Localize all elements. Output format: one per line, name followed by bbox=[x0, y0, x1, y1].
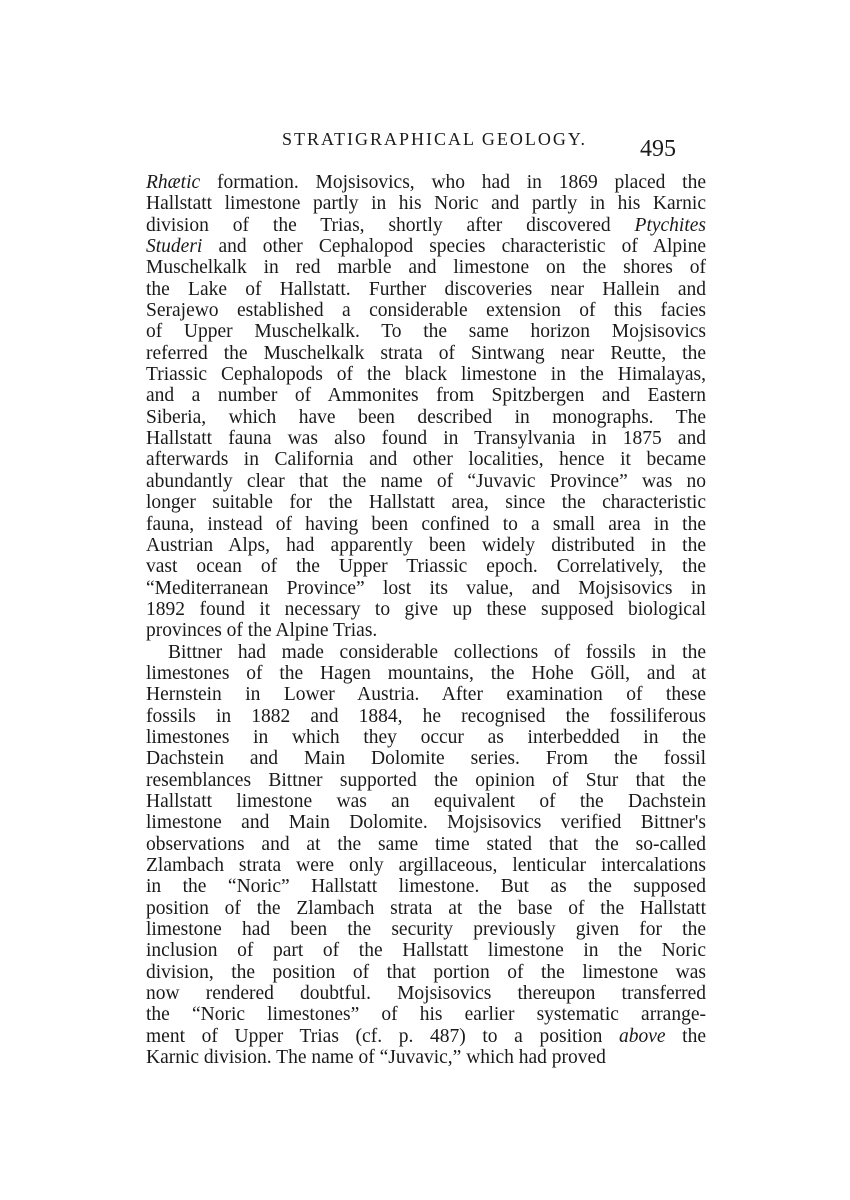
text-line bbox=[146, 407, 706, 428]
text-line bbox=[146, 748, 706, 769]
text-line bbox=[146, 876, 706, 897]
text-run: Muschelkalk in red marble and limestone on the shores of bbox=[146, 257, 706, 279]
text-run: the “Noric limestones” of his earlier systematic arrange- bbox=[146, 1004, 706, 1026]
text-line bbox=[146, 791, 706, 812]
text-run: provinces of the Alpine Trias. bbox=[146, 620, 378, 642]
text-run: Bittner had made considerable collections of fossils in the bbox=[168, 641, 706, 663]
text-line bbox=[146, 834, 706, 855]
text-run: inclusion of part of the Hallstatt limestone in the Noric bbox=[146, 940, 706, 962]
italic-text: Ptychites bbox=[634, 214, 706, 236]
text-line bbox=[146, 599, 706, 620]
text-run: Serajewo established a considerable extension of this facies bbox=[146, 300, 706, 322]
text-run: position of the Zlambach strata at the base of the Hallstatt bbox=[146, 897, 706, 919]
italic-text: Rhætic bbox=[146, 172, 201, 193]
text-line bbox=[146, 919, 706, 940]
running-head: STRATIGRAPHICAL GEOLOGY. bbox=[282, 129, 588, 149]
text-run: referred the Muschelkalk strata of Sintwang near Reutte, the bbox=[146, 342, 706, 364]
text-line bbox=[146, 556, 706, 577]
body-text bbox=[146, 172, 706, 1068]
text-line bbox=[146, 172, 706, 193]
text-run: Hallstatt limestone was an equivalent of the Dachstein bbox=[146, 790, 706, 812]
text-run: Karnic division. The name of “Juvavic,” which had proved bbox=[146, 1047, 606, 1069]
text-line bbox=[146, 449, 706, 470]
italic-text: above bbox=[618, 1025, 666, 1047]
text-line bbox=[146, 364, 706, 385]
text-run: abundantly clear that the name of “Juvavic Province” was no bbox=[146, 470, 706, 492]
text-run: limestone had been the security previously given for the bbox=[146, 919, 706, 941]
text-run: Hallstatt fauna was also found in Transylvania in 1875 and bbox=[146, 428, 706, 450]
text-line bbox=[146, 663, 706, 684]
text-run: fossils in 1882 and 1884, he recognised the fossiliferous bbox=[146, 705, 706, 727]
text-run: Siberia, which have been described in monographs. The bbox=[146, 406, 706, 428]
text-line bbox=[146, 578, 706, 599]
text-line bbox=[146, 385, 706, 406]
text-run: observations and at the same time stated that the so-called bbox=[146, 833, 706, 855]
text-line bbox=[146, 1004, 706, 1025]
text-line bbox=[146, 727, 706, 748]
text-line bbox=[146, 620, 706, 641]
text-run: division, the position of that portion of the limestone was bbox=[146, 961, 706, 983]
text-line bbox=[146, 321, 706, 342]
text-line bbox=[146, 343, 706, 364]
text-line bbox=[146, 471, 706, 492]
text-run: Hallstatt limestone partly in his Noric and partly in his Karnic bbox=[146, 193, 706, 215]
text-run: formation. Mojsisovics, who had in 1869 placed the bbox=[200, 172, 706, 193]
text-line bbox=[146, 428, 706, 449]
text-run: Hernstein in Lower Austria. After examination of these bbox=[146, 684, 706, 706]
text-line bbox=[146, 706, 706, 727]
text-run: Austrian Alps, had apparently been widely distributed in the bbox=[146, 534, 706, 556]
text-run: the Lake of Hallstatt. Further discoveries near Hallein and bbox=[146, 278, 706, 300]
italic-text: Studeri bbox=[146, 236, 203, 258]
text-run: Triassic Cephalopods of the black limestone in the Himalayas, bbox=[146, 364, 706, 386]
text-line bbox=[146, 236, 706, 257]
text-line bbox=[146, 492, 706, 513]
text-line bbox=[146, 684, 706, 705]
text-run: the bbox=[665, 1025, 706, 1047]
text-run: and a number of Ammonites from Spitzbergen and Eastern bbox=[146, 385, 706, 407]
text-run: and other Cephalopod species characteristic of Alpine bbox=[202, 236, 706, 258]
text-run: longer suitable for the Hallstatt area, since the characteristic bbox=[146, 492, 706, 514]
text-run: 1892 found it necessary to give up these supposed biological bbox=[146, 598, 706, 620]
text-run: resemblances Bittner supported the opinion of Stur that the bbox=[146, 769, 706, 791]
text-line bbox=[146, 1047, 706, 1068]
text-run: limestones of the Hagen mountains, the Hohe Göll, and at bbox=[146, 662, 706, 684]
text-run: vast ocean of the Upper Triassic epoch. Correlatively, the bbox=[146, 556, 706, 578]
text-line bbox=[146, 300, 706, 321]
text-line bbox=[146, 940, 706, 961]
text-line bbox=[146, 193, 706, 214]
page-number: 495 bbox=[640, 136, 676, 162]
text-line bbox=[146, 770, 706, 791]
text-run: “Mediterranean Province” lost its value, and Mojsisovics in bbox=[146, 577, 706, 599]
text-line bbox=[146, 215, 706, 236]
text-line bbox=[146, 812, 706, 833]
text-run: afterwards in California and other localities, hence it became bbox=[146, 449, 706, 471]
text-line bbox=[146, 855, 706, 876]
text-run: in the “Noric” Hallstatt limestone. But as the supposed bbox=[146, 876, 706, 898]
text-run: limestones in which they occur as interbedded in the bbox=[146, 726, 706, 748]
text-line bbox=[146, 962, 706, 983]
text-run: now rendered doubtful. Mojsisovics thereupon transferred bbox=[146, 983, 706, 1005]
text-line bbox=[146, 642, 706, 663]
text-line bbox=[146, 898, 706, 919]
text-line bbox=[146, 257, 706, 278]
text-run: fauna, instead of having been confined to a small area in the bbox=[146, 513, 706, 535]
text-line bbox=[146, 1026, 706, 1047]
text-line bbox=[146, 983, 706, 1004]
text-run: division of the Trias, shortly after discovered bbox=[146, 214, 635, 236]
text-line bbox=[146, 279, 706, 300]
text-line bbox=[146, 535, 706, 556]
text-run: Dachstein and Main Dolomite series. From the fossil bbox=[146, 748, 706, 770]
text-run: limestone and Main Dolomite. Mojsisovics verified Bittner's bbox=[146, 812, 706, 834]
text-run: Zlambach strata were only argillaceous, lenticular intercalations bbox=[146, 855, 706, 876]
text-run: ment of Upper Trias (cf. p. 487) to a position bbox=[146, 1025, 619, 1047]
text-run: of Upper Muschelkalk. To the same horizon Mojsisovics bbox=[146, 321, 706, 343]
text-line bbox=[146, 514, 706, 535]
